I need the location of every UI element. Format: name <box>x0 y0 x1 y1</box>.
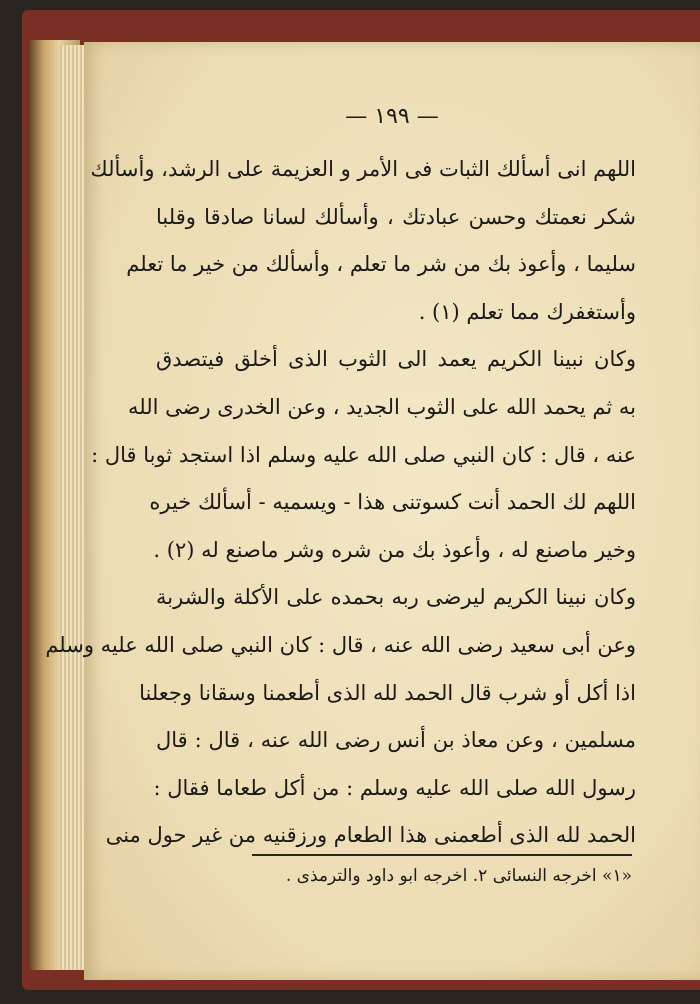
text-line: سليما ، وأعوذ بك من شر ما تعلم ، وأسألك من خير ما تعلم <box>126 252 636 277</box>
page-edges <box>60 45 86 970</box>
text-line: وعن أبى سعيد رضى الله عنه ، قال : كان النبي صلى الله عليه وسلم <box>45 632 636 657</box>
body-text <box>45 146 636 860</box>
text-line: عنه ، قال : كان النبي صلى الله عليه وسلم اذا استجد ثوبا قال : <box>91 442 636 467</box>
text-line: الحمد لله الذى أطعمنى هذا الطعام ورزقنيه من غير حول منى <box>105 823 636 848</box>
text-line: وكان نبينا الكريم ليرضى ربه بحمده على الأكلة والشربة <box>156 585 636 610</box>
footnote: «١» اخرجه النسائى ٢. اخرجه ابو داود والترمذى . <box>285 866 632 886</box>
text-line: رسول الله صلى الله عليه وسلم : من أكل طعاما فقال : <box>153 775 636 800</box>
text-line: وكان نبينا الكريم يعمد الى الثوب الذى أخلق فيتصدق <box>156 347 636 372</box>
text-line: شكر نعمتك وحسن عبادتك ، وأسألك لسانا صادقا وقلبا <box>156 204 636 229</box>
text-line: اذا أكل أو شرب قال الحمد لله الذى أطعمنا وسقانا وجعلنا <box>139 680 636 705</box>
book-page <box>45 42 700 980</box>
text-line: وخير ماصنع له ، وأعوذ بك من شره وشر ماصنع له (٢) . <box>153 537 636 562</box>
page-number: — ١٩٩ — <box>345 104 439 129</box>
text-line: وأستغفرك مما تعلم (١) . <box>418 299 636 324</box>
text-line: اللهم انى أسألك الثبات فى الأمر و العزيمة على الرشد، وأسألك <box>90 157 636 181</box>
text-line: به ثم يحمد الله على الثوب الجديد ، وعن الخدرى رضى الله <box>128 394 636 419</box>
text-line: مسلمين ، وعن معاذ بن أنس رضى الله عنه ، قال : قال <box>156 728 636 753</box>
text-line: اللهم لك الحمد أنت كسوتنى هذا - ويسميه - أسألك خيره <box>149 490 636 515</box>
footnote-divider <box>252 854 632 856</box>
